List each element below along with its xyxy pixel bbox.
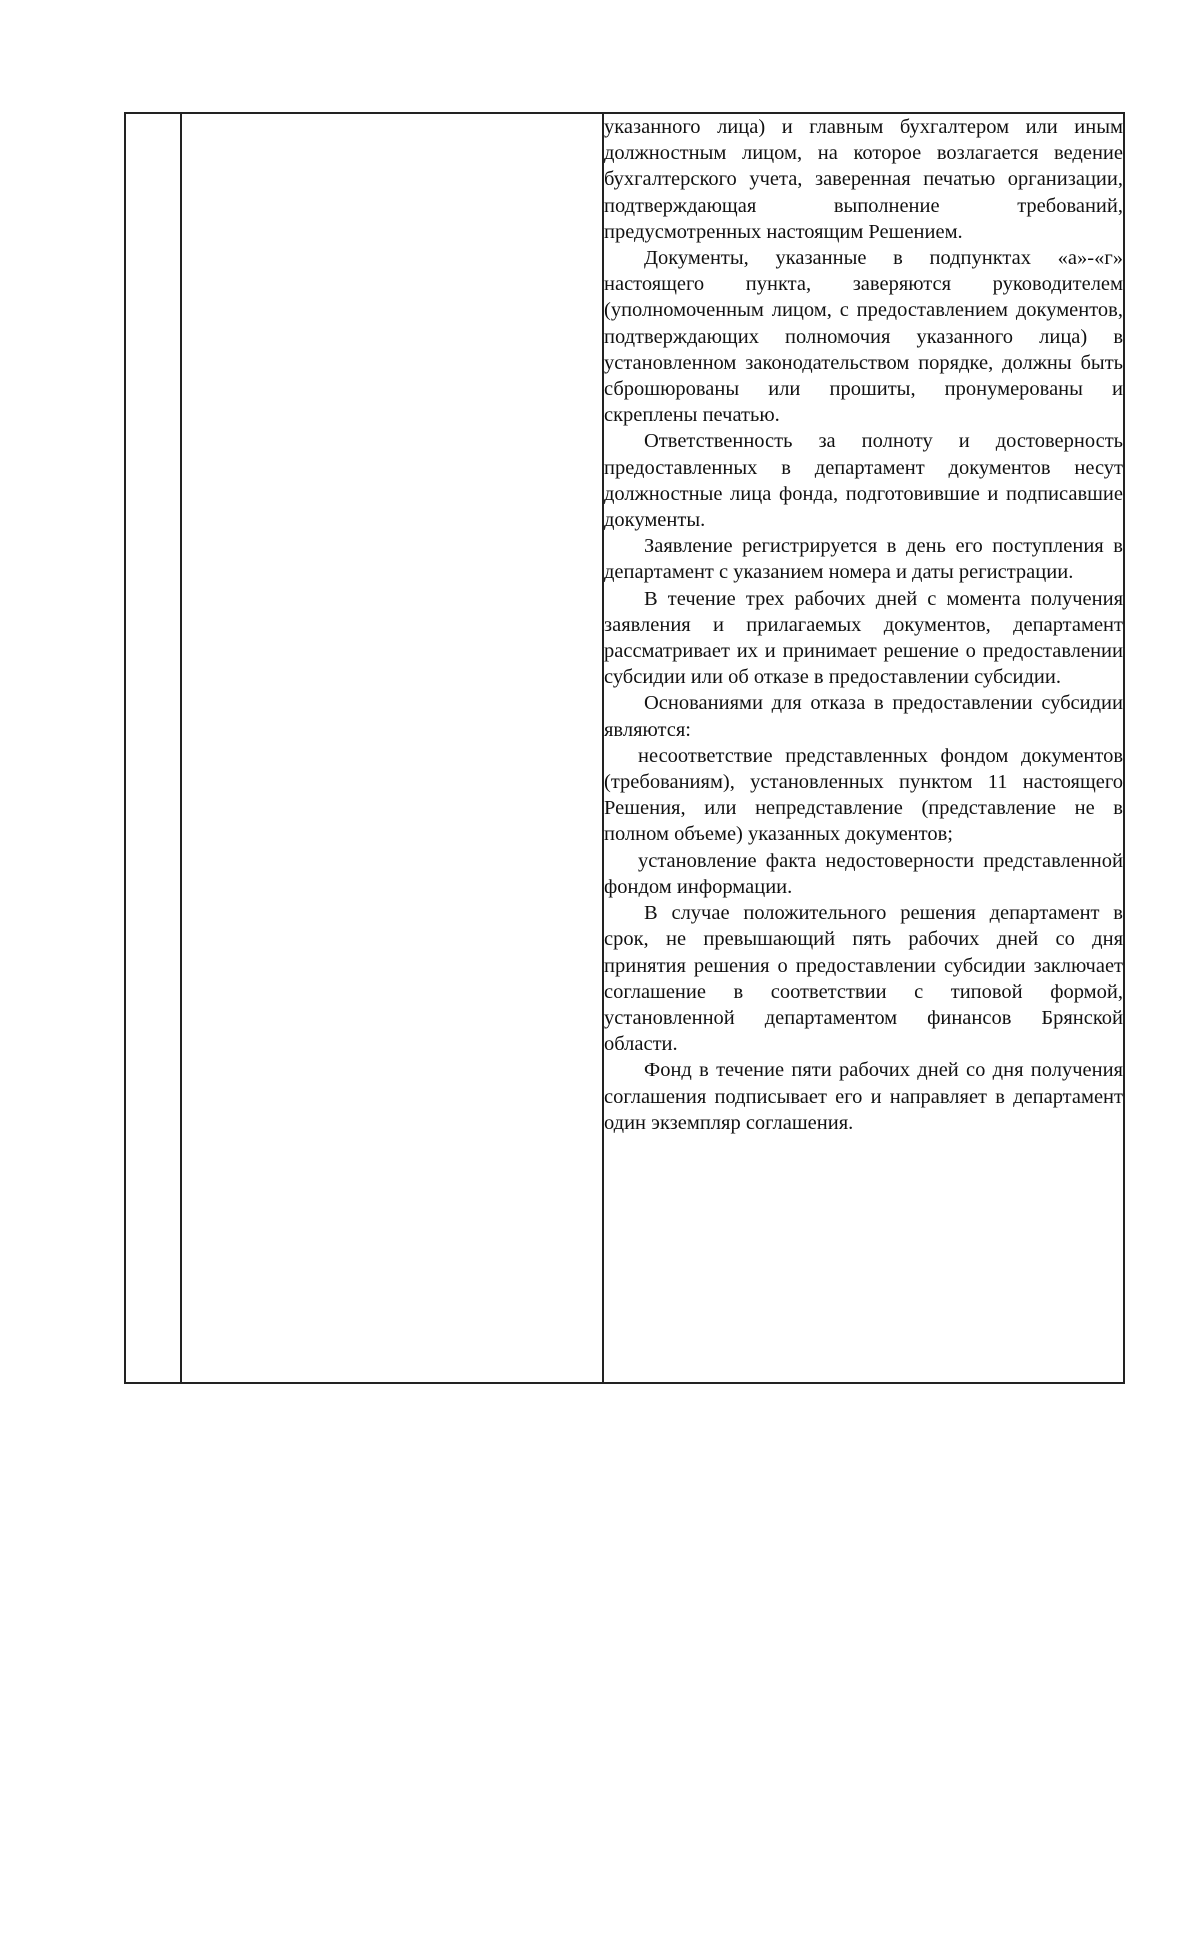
paragraph-1: указанного лица) и главным бухгалтером или иным должностным лицом, на которое возлагается ведение бухгалтерского учета, заверенная печатью организации, подтверждающая выполнение требований, предусмотренных настоящим Решением. <box>604 116 1123 243</box>
table-row <box>125 113 1124 1383</box>
paragraph-5: В течение трех рабочих дней с момента получения заявления и прилагаемых документов, департамент рассматривает их и принимает решение о предоставлении субсидии или об отказе в предоставлении субсидии. <box>604 587 1123 689</box>
paragraph-9: В случае положительного решения департамент в срок, не превышающий пять рабочих дней со дня принятия решения о предоставлении субсидии заключает соглашение в соответствии с типовой формой, установленной департаментом финансов Брянской области. <box>604 902 1123 1056</box>
number-cell <box>125 113 181 1383</box>
paragraph-7: несоответствие представленных фондом документов (требованиям), установленных пунктом 11 настоящего Решения, или непредставление (представление не в полном объеме) указанных документов; <box>604 744 1123 846</box>
paragraph-8: установление факта недостоверности представленной фондом информации. <box>604 849 1123 898</box>
paragraph-3: Ответственность за полноту и достоверность предоставленных в департамент документов несут должностные лица фонда, подготовившие и подписавшие документы. <box>604 430 1123 532</box>
document-table <box>124 112 1125 1384</box>
text-cell <box>603 113 1124 1383</box>
paragraph-10: Фонд в течение пяти рабочих дней со дня получения соглашения подписывает его и направляет в департамент один экземпляр соглашения. <box>604 1059 1123 1134</box>
paragraph-2: Документы, указанные в подпунктах «а»-«г» настоящего пункта, заверяются руководителем (уполномоченным лицом, с предоставлением документов, подтверждающих полномочия указанного лица) в установленном законодательством порядке, должны быть сброшюрованы или прошиты, пронумерованы и скреплены печатью. <box>604 247 1123 427</box>
name-cell <box>181 113 603 1383</box>
paragraph-4: Заявление регистрируется в день его поступления в департамент с указанием номера и даты регистрации. <box>604 535 1123 584</box>
paragraph-6: Основаниями для отказа в предоставлении субсидии являются: <box>604 692 1123 741</box>
